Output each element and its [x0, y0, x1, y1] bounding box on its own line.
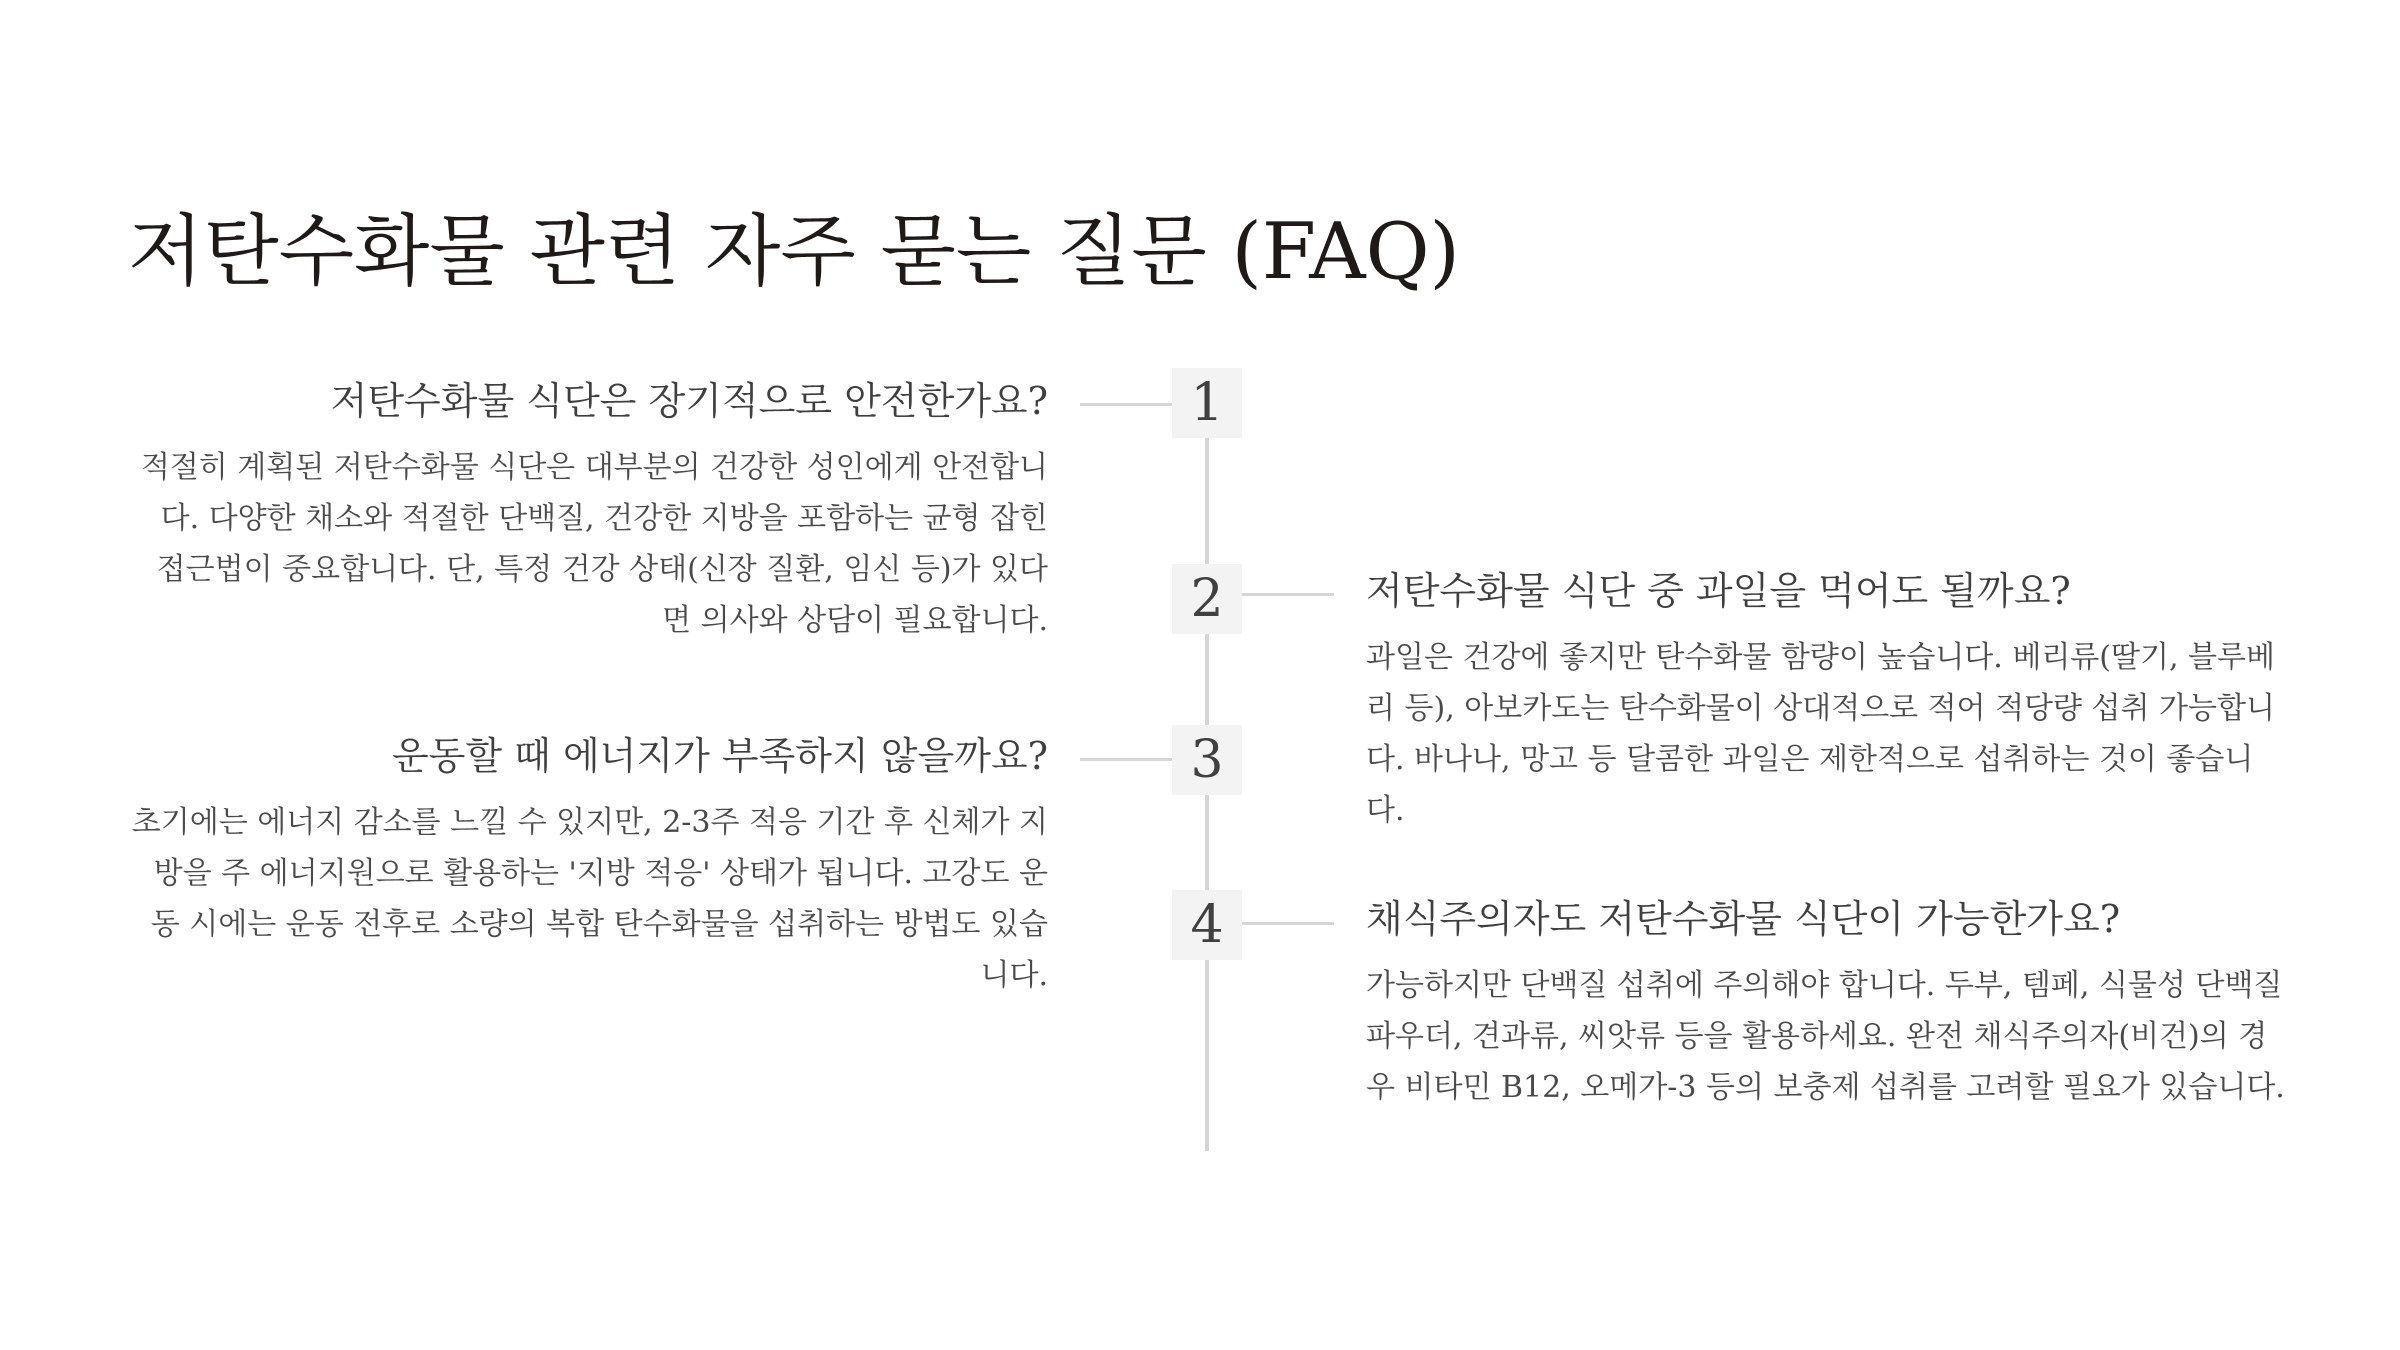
faq-answer: 가능하지만 단백질 섭취에 주의해야 합니다. 두부, 템페, 식물성 단백질 파우더, 견과류, 씨앗류 등을 활용하세요. 완전 채식주의자(비건)의 경우 비타민 B12, 오메가-3 등의 보충제 섭취를 고려할 필요가 있습니다.: [1366, 967, 2285, 1105]
faq-item: [128, 380, 1048, 646]
faq-question: 운동할 때 에너지가 부족하지 않을까요?: [391, 734, 1048, 778]
faq-item: [1366, 570, 2286, 836]
faq-answer: 초기에는 에너지 감소를 느낄 수 있지만, 2-3주 적응 기간 후 신체가 지방을 주 에너지원으로 활용하는 '지방 적응' 상태가 됩니다. 고강도 운동 시에는 운동 전후로 소량의 복합 탄수화물을 섭취하는 방법도 있습니다.: [131, 804, 1048, 993]
faq-number-marker: 4: [1172, 890, 1242, 960]
faq-number-marker: 1: [1172, 368, 1242, 438]
faq-number-marker: 2: [1172, 564, 1242, 634]
faq-item: [128, 735, 1048, 1001]
faq-item: [1366, 898, 2286, 1113]
faq-answer: 과일은 건강에 좋지만 탄수화물 함량이 높습니다. 베리류(딸기, 블루베리 등), 아보카도는 탄수화물이 상대적으로 적어 적당량 섭취 가능합니다. 바나나, 망고 등 달콤한 과일은 제한적으로 섭취하는 것이 좋습니다.: [1366, 639, 2275, 828]
faq-number-marker: 3: [1172, 725, 1242, 795]
connector-line: [1080, 403, 1172, 406]
faq-question: 저탄수화물 식단 중 과일을 먹어도 될까요?: [1366, 569, 2071, 613]
connector-line: [1242, 922, 1334, 925]
faq-answer: 적절히 계획된 저탄수화물 식단은 대부분의 건강한 성인에게 안전합니다. 다양한 채소와 적절한 단백질, 건강한 지방을 포함하는 균형 잡힌 접근법이 중요합니다. 단, 특정 건강 상태(신장 질환, 임신 등)가 있다면 의사와 상담이 필요합니다.: [140, 449, 1048, 638]
connector-line: [1080, 758, 1172, 761]
faq-question: 저탄수화물 식단은 장기적으로 안전한가요?: [330, 379, 1048, 423]
page-title: 저탄수화물 관련 자주 묻는 질문 (FAQ): [128, 207, 1460, 297]
faq-question: 채식주의자도 저탄수화물 식단이 가능한가요?: [1366, 897, 2121, 941]
connector-line: [1242, 593, 1334, 596]
